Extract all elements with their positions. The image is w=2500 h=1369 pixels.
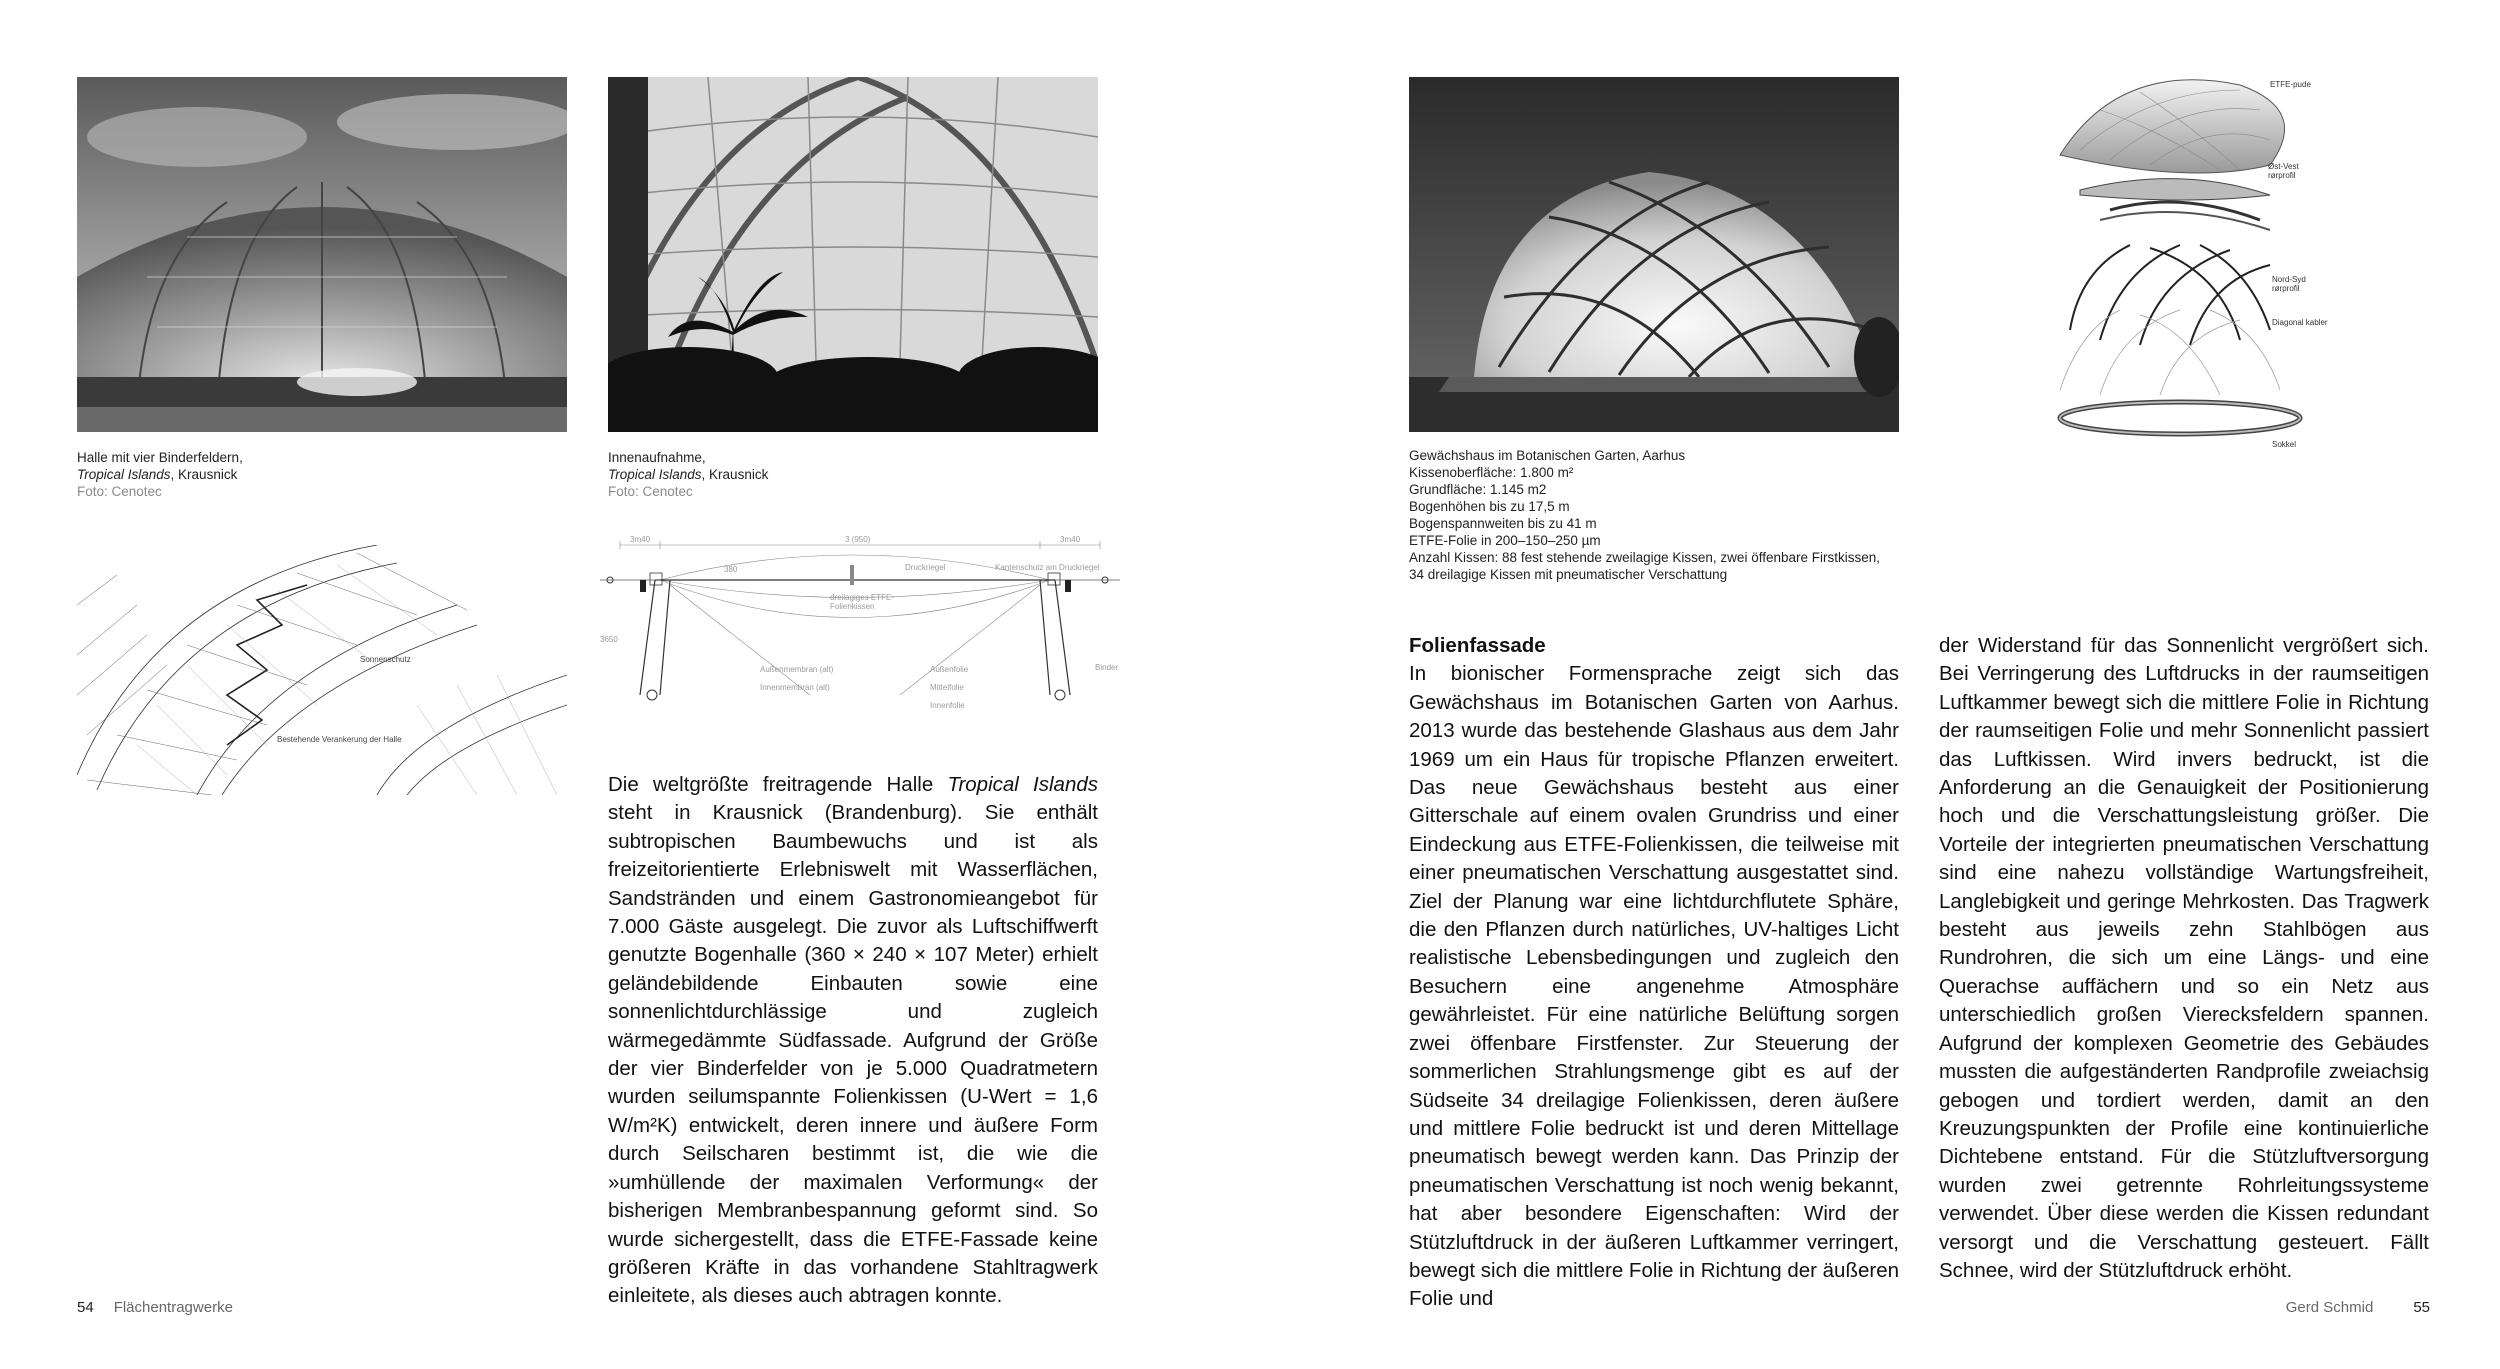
label-kantenschutz: Kantenschutz am Druckriegel <box>995 563 1100 572</box>
caption-photo-2 <box>608 449 1098 500</box>
truss-label-a: Sonnenschutz <box>360 655 411 664</box>
photo-credit: Foto: Cenotec <box>77 484 162 499</box>
footer-right <box>2286 1299 2430 1316</box>
label-innenmembran: Innenmembran (alt) <box>760 683 830 692</box>
caption-line: 34 dreilagige Kissen mit pneumatischer Verschattung <box>1409 567 1728 582</box>
left-body-text <box>608 771 1098 1311</box>
label-sokkel: Sokkel <box>2272 440 2297 449</box>
dim-center: 3 (950) <box>845 535 871 544</box>
caption-line: Grundfläche: 1.145 m2 <box>1409 482 1547 497</box>
footer-left <box>77 1299 233 1316</box>
author-name: Gerd Schmid <box>2285 1299 2374 1316</box>
caption-line: Gewächshaus im Botanischen Garten, Aarhus <box>1409 448 1686 463</box>
truss-label-b: Bestehende Verankerung der Halle <box>277 735 402 744</box>
section-title: Flächentragwerke <box>113 1299 233 1316</box>
body-italic: Tropical Islands <box>947 773 1098 796</box>
page-number: 55 <box>2413 1299 2430 1316</box>
photo-greenhouse <box>1409 77 1899 432</box>
caption-text: , Krausnick <box>170 467 238 482</box>
right-body-column-2 <box>1939 632 2429 1285</box>
label-binder: Binder <box>1095 663 1119 672</box>
photo-credit: Foto: Cenotec <box>608 484 693 499</box>
label-aussenmembran: Außenmembran (alt) <box>760 665 834 674</box>
truss-wireframe-drawing <box>77 545 567 795</box>
caption-text: Halle mit vier Binderfeldern, <box>77 450 243 465</box>
body-text: der Widerstand für das Sonnenlicht vergrößert sich. Bei Verringerung des Luftdrucks in der raumseitigen Luftkammer bewegt sich die mittlere Folie in Richtung der raumseitigen Folie und mehr Sonnenlicht passiert das Luftkissen. Wird invers bedruckt, ist die Anforderung an die Genauigkeit der Positionierung hoch und die Verschattungsleistung größer. Die Vorteile der integrierten pneumatischen Verschattung sind eine nahezu vollständige Wartungsfreiheit, Langlebigkeit und geringe Mehrkosten. Das Tragwerk besteht aus jeweils zehn Stahlbögen aus Rundrohren, die sich um eine Längs- und eine Querachse auffächern und so ein Netz aus unterschiedlich großen Vierecksfeldern spannen. Aufgrund der komplexen Geometrie des Gebäudes mussten die aufgeständerten Randprofile zweiachsig gebogen und tordiert werden, damit an den Kreuzungspunkten der Profile eine kontinuierliche Dichtebene entstand. Für die Stützluftversorgung wurden zwei getrennte Rohrleitungssysteme verwendet. Über diese werden die Kissen redundant versorgt und die Verschattung gesteuert. Fällt Schnee, wird der Stützluftdruck erhöht. <box>1939 634 2429 1282</box>
caption-line: ETFE-Folie in 200–150–250 µm <box>1409 533 1601 548</box>
body-text: In bionischer Formensprache zeigt sich das Gewächshaus im Botanischen Garten von Aarhus. 2013 wurde das bestehende Glashaus aus dem Jahr 1969 um ein Haus für tropische Pflanzen erweitert. Das neue Gewächshaus besteht aus einer Gitterschale auf einem ovalen Grundriss und einer Eindeckung aus ETFE-Folienkissen, die teilweise mit einer pneumatischen Verschattung ausgestattet sind. Ziel der Planung war eine lichtdurchflutete Sphäre, die den Pflanzen durch natürliches, UV-haltiges Licht realistische Lebensbedingungen und zugleich den Besuchern eine angenehme Atmosphäre gewährleistet. Für eine natürliche Belüftung sorgen zwei öffenbare Firstfenster. Zur Steuerung der sommerlichen Strahlungsmenge gibt es auf der Südseite 34 dreilagige Folienkissen, deren äußere und mittlere Folie bedruckt ist und deren Mittellage pneumatisch bewegt werden kann. Das Prinzip der pneumatischen Verschattung ist noch wenig bekannt, hat aber besondere Eigenschaften: Wird der Stützluftdruck in der äußeren Luftkammer verringert, bewegt sich die mittlere Folie in Richtung der äußeren Folie und <box>1409 662 1899 1311</box>
label-ost-vest: Øst-Vest rørprofil <box>2268 162 2299 180</box>
caption-line: Anzahl Kissen: 88 fest stehende zweilagige Kissen, zwei öffenbare Firstkissen, <box>1409 550 1881 565</box>
dim-left: 3m40 <box>630 535 651 544</box>
label-druckriegel: Druckriegel <box>905 563 946 572</box>
caption-text: , Krausnick <box>701 467 769 482</box>
label-etfe-pude: ETFE-pude <box>2270 80 2311 89</box>
caption-italic: Tropical Islands <box>77 467 171 482</box>
caption-line: Bogenhöhen bis zu 17,5 m <box>1409 499 1570 514</box>
label-height: 380 <box>724 565 738 574</box>
caption-italic: Tropical Islands <box>608 467 702 482</box>
label-aussenfolie: Außenfolie <box>930 665 969 674</box>
caption-text: Innenaufnahme, <box>608 450 706 465</box>
body-text: Die weltgrößte freitragende Halle <box>608 773 948 796</box>
exploded-structure-diagram <box>2040 70 2330 455</box>
label-innenfolie: Innenfolie <box>930 701 965 710</box>
label-mittelfolie: Mittelfolie <box>930 683 964 692</box>
label-side: 3650 <box>600 635 618 644</box>
body-text: steht in Krausnick (Brandenburg). Sie enthält subtropischen Baumbewuchs und ist als freizeitorientierte Erlebniswelt mit Wasserflächen, Sandstränden und einem Gastronomieangebot für 7.000 Gäste ausgelegt. Die zuvor als Luftschiffwerft genutzte Bogenhalle (360 × 240 × 107 Meter) erhielt geländebildende Einbauten sowie eine sonnenlichtdurchlässige und zugleich wärmegedämmte Südfassade. Aufgrund der Größe der vier Binderfelder von je 5.000 Quadratmetern wurden seilumspannte Folienkissen (U-Wert = 1,6 W/m²K) entwickelt, deren innere und äußere Form durch Seilscharen bestimmt ist, die wie die »umhüllende der maximalen Verformung« der bisherigen Membranbespannung geformt sind. So wurde sichergestellt, dass die ETFE-Fassade keine größeren Kräfte in das vorhandene Stahltragwerk einleitete, als dieses auch abtragen konnte. <box>608 801 1098 1308</box>
section-heading: Folienfassade <box>1409 634 1546 657</box>
dim-right: 3m40 <box>1060 535 1081 544</box>
label-nord-syd: Nord-Syd rørprofil <box>2272 275 2306 293</box>
photo-hall-interior <box>608 77 1098 432</box>
label-etfe-kissen: dreilagiges ETFE-Folienkissen <box>830 593 895 611</box>
caption-line: Bogenspannweiten bis zu 41 m <box>1409 516 1597 531</box>
page-number: 54 <box>77 1299 94 1316</box>
photo-hall-exterior <box>77 77 567 432</box>
label-diagonal: Diagonal kabler <box>2272 318 2328 327</box>
right-body-column-1 <box>1409 632 1899 1314</box>
caption-photo-1 <box>77 449 567 500</box>
cushion-section-drawing <box>600 535 1120 715</box>
caption-line: Kissenoberfläche: 1.800 m² <box>1409 465 1574 480</box>
caption-greenhouse <box>1409 447 1929 583</box>
